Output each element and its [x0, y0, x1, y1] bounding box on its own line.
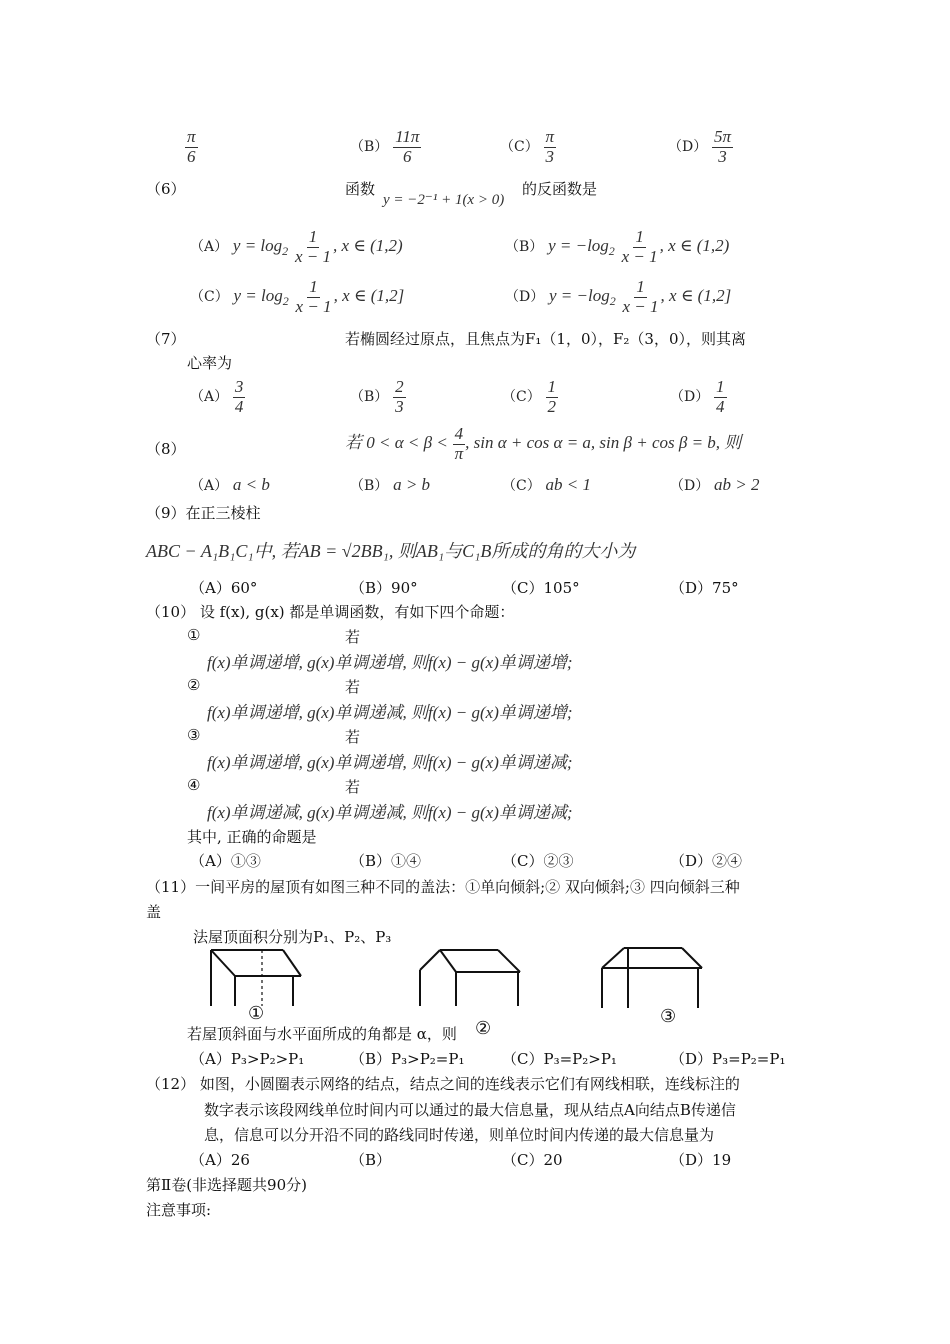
q11-stem-line4: 若屋顶斜面与水平面所成的角都是 α，则 [187, 1025, 457, 1043]
q8-option-b: （B） a > b [350, 475, 431, 494]
q5-d-fraction: $\frac{5\pi}{3}$ [714, 127, 732, 166]
roof-figure-2-label: ② [475, 1018, 492, 1039]
q6-stem: 函数 [345, 180, 376, 198]
q8-option-a: （A） a < b [190, 475, 270, 494]
q12-stem-line2: 数字表示该段网线单位时间内可以通过的最大信息量，现从结点A向结点B传递信 [204, 1101, 736, 1119]
q9-option-d: （D）75° [670, 579, 739, 597]
q6-formula: y = −2⁻¹ + 1(x > 0) [383, 192, 505, 208]
q11-stem-line3: 法屋顶面积分别为P₁、P₂、P₃ [193, 928, 392, 946]
q9-option-c: （C）105° [502, 579, 580, 597]
q6-stem-tail: 的反函数是 [522, 180, 598, 198]
q5-b-fraction: $\frac{11\pi}{6}$ [395, 127, 420, 166]
q9-stem-line1: （9）在正三棱柱 [146, 504, 261, 522]
q11-option-d: （D）P₃=P₂=P₁ [670, 1050, 786, 1068]
roof-figure-single-slope [205, 948, 305, 1010]
q8-stem: 若 0 < α < β < $\frac{4}{\pi}$ , sin α + cos α = a, sin β + cos β = b, 则 [345, 424, 742, 463]
q10-option-c: （C）②③ [502, 852, 574, 870]
q7-option-a: （A） $\frac{3}{4}$ [190, 377, 244, 416]
q12-stem-line3: 息，信息可以分开沿不同的路线同时传递，则单位时间内传递的最大信息量为 [204, 1126, 715, 1144]
q10-intro: （10） 设 f(x), g(x) 都是单调函数，有如下四个命题： [146, 603, 515, 621]
part2-notes-heading: 注意事项: [146, 1201, 212, 1219]
q10-item-3-ruo: 若 [345, 728, 361, 746]
q10-item-1-statement: f(x)单调递增, g(x)单调递增, 则f(x) − g(x)单调递增; [207, 653, 573, 672]
q10-item-3-statement: f(x)单调递增, g(x)单调递增, 则f(x) − g(x)单调递减; [207, 753, 573, 772]
q5-option-c: （C） $\frac{\pi}{3}$ [500, 127, 555, 166]
q12-option-d: （D）19 [670, 1151, 732, 1169]
part2-title: 第Ⅱ卷(非选择题共90分) [146, 1176, 307, 1194]
q7-number: （7） [146, 330, 186, 348]
q11-option-c: （C）P₃=P₂>P₁ [502, 1050, 617, 1068]
q9-option-a: （A）60° [190, 579, 258, 597]
q5-a-fraction: $\frac{\pi}{6}$ [187, 127, 196, 166]
q10-conclusion: 其中, 正确的命题是 [187, 828, 317, 846]
q10-item-1-ruo: 若 [345, 628, 361, 646]
q7-option-c: （C） $\frac{1}{2}$ [502, 377, 556, 416]
q10-item-4-ruo: 若 [345, 778, 361, 796]
roof-figure-double-slope [412, 948, 528, 1010]
q6-option-b: （B） $y = -\log_2$ $\frac{1}{x - 1}$ , x ∈ (1,2) [505, 227, 730, 266]
q10-option-d: （D）②④ [670, 852, 743, 870]
q11-option-b: （B）P₃>P₂=P₁ [350, 1050, 465, 1068]
q10-item-2-statement: f(x)单调递增, g(x)单调递减, 则f(x) − g(x)单调递增; [207, 703, 573, 722]
q7-stem-line2: 心率为 [187, 354, 233, 372]
q10-item-1-mark: ① [187, 626, 201, 644]
q11-stem-line2: 盖 [146, 903, 162, 921]
q6-number: （6） [146, 180, 186, 198]
q5-option-d: （D） $\frac{5\pi}{3}$ [668, 127, 732, 166]
q7-option-d: （D） $\frac{1}{4}$ [670, 377, 725, 416]
q11-stem-line1: （11）一间平房的屋顶有如图三种不同的盖法：①单向倾斜;② 双向倾斜;③ 四向倾斜三种 [146, 878, 740, 896]
q9-stem-line2: ABC − A₁B₁C₁中, 若AB = √2BB₁, 则AB₁与C₁B所成的角的大小为 [146, 541, 636, 561]
q10-option-a: （A）①③ [190, 852, 261, 870]
q10-item-3-mark: ③ [187, 726, 201, 744]
q10-item-2-ruo: 若 [345, 678, 361, 696]
q10-item-4-mark: ④ [187, 776, 201, 794]
q11-option-a: （A）P₃>P₂>P₁ [190, 1050, 305, 1068]
q9-option-b: （B）90° [350, 579, 418, 597]
roof-figure-1-label: ① [248, 1003, 265, 1024]
q12-option-a: （A）26 [190, 1151, 250, 1169]
q7-option-b: （B） $\frac{2}{3}$ [350, 377, 404, 416]
q6-option-a: （A） $y = \log_2$ $\frac{1}{x - 1}$ , x ∈ (1,2) [190, 227, 403, 266]
q10-item-2-mark: ② [187, 676, 201, 694]
q12-option-c: （C）20 [502, 1151, 563, 1169]
q10-item-4-statement: f(x)单调递减, g(x)单调递减, 则f(x) − g(x)单调递减; [207, 803, 573, 822]
q8-option-d: （D） ab > 2 [670, 475, 760, 494]
q5-option-b: （B） $\frac{11\pi}{6}$ [350, 127, 420, 166]
q6-option-d: （D） $y = -\log_2$ $\frac{1}{x - 1}$ , x ∈ (1,2] [505, 277, 732, 316]
q5-c-fraction: $\frac{\pi}{3}$ [545, 127, 555, 166]
q10-option-b: （B）①④ [350, 852, 422, 870]
roof-figure-four-slopes [598, 946, 708, 1012]
q12-option-b: （B） [350, 1151, 392, 1169]
q7-stem-line1: 若椭圆经过原点，且焦点为F₁（1，0），F₂（3，0），则其离 [345, 330, 747, 348]
roof-figure-3-label: ③ [660, 1006, 677, 1027]
q12-stem-line1: （12） 如图，小圆圈表示网络的结点，结点之间的连线表示它们有网线相联，连线标注的 [146, 1075, 740, 1093]
q6-option-c: （C） $y = \log_2$ $\frac{1}{x - 1}$ , x ∈ (1,2] [190, 277, 405, 316]
q8-number: （8） [146, 440, 186, 458]
q8-option-c: （C） ab < 1 [502, 475, 591, 494]
q5-option-a [185, 128, 198, 166]
